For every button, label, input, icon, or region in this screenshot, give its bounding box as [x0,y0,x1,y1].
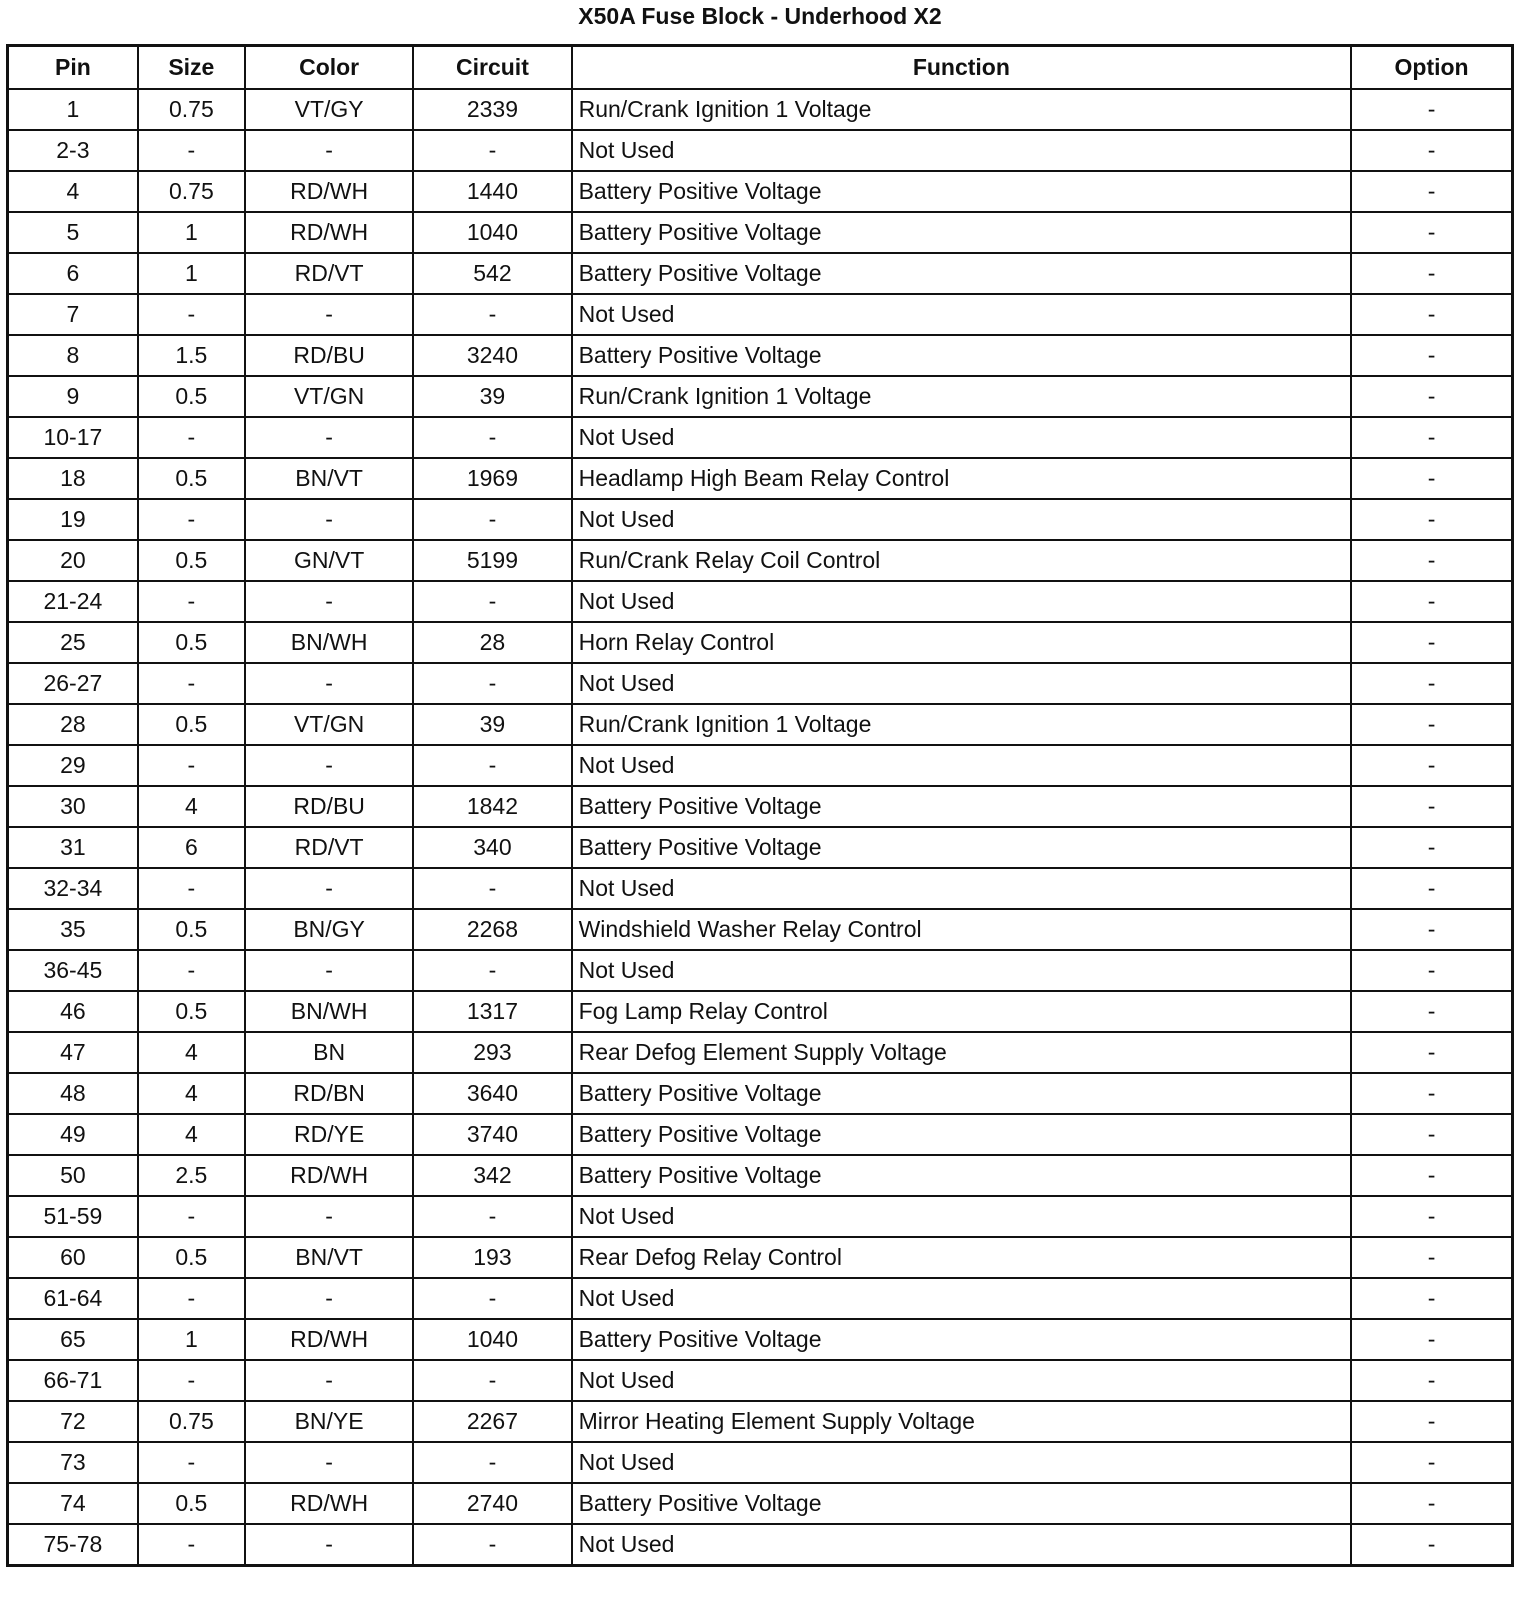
cell-color: BN/YE [245,1401,413,1442]
cell-pin: 35 [8,909,138,950]
cell-circuit: 2267 [413,1401,571,1442]
cell-option: - [1351,622,1512,663]
cell-color: - [245,868,413,909]
cell-function: Battery Positive Voltage [572,1483,1352,1524]
cell-color: RD/WH [245,212,413,253]
cell-function: Mirror Heating Element Supply Voltage [572,1401,1352,1442]
cell-function: Not Used [572,1442,1352,1483]
cell-option: - [1351,1442,1512,1483]
cell-color: BN/VT [245,458,413,499]
table-row [8,130,1513,171]
cell-pin: 51-59 [8,1196,138,1237]
cell-size: - [138,294,245,335]
cell-option: - [1351,253,1512,294]
cell-circuit: - [413,1278,571,1319]
cell-size: - [138,1524,245,1566]
cell-option: - [1351,130,1512,171]
table-row [8,540,1513,581]
cell-color: - [245,1196,413,1237]
cell-color: - [245,581,413,622]
cell-pin: 60 [8,1237,138,1278]
cell-function: Not Used [572,663,1352,704]
cell-option: - [1351,1196,1512,1237]
table-row [8,1114,1513,1155]
cell-color: VT/GY [245,89,413,130]
cell-function: Headlamp High Beam Relay Control [572,458,1352,499]
cell-option: - [1351,1524,1512,1566]
cell-size: - [138,581,245,622]
cell-color: - [245,1360,413,1401]
cell-option: - [1351,1401,1512,1442]
cell-circuit: 3240 [413,335,571,376]
cell-color: - [245,950,413,991]
cell-size: 4 [138,1073,245,1114]
cell-function: Battery Positive Voltage [572,1114,1352,1155]
cell-pin: 65 [8,1319,138,1360]
cell-pin: 6 [8,253,138,294]
table-row [8,1442,1513,1483]
cell-option: - [1351,335,1512,376]
table-row [8,950,1513,991]
cell-circuit: - [413,868,571,909]
cell-pin: 50 [8,1155,138,1196]
cell-pin: 10-17 [8,417,138,458]
cell-size: - [138,663,245,704]
cell-pin: 2-3 [8,130,138,171]
cell-option: - [1351,1319,1512,1360]
cell-function: Run/Crank Ignition 1 Voltage [572,89,1352,130]
table-row [8,376,1513,417]
cell-option: - [1351,1483,1512,1524]
cell-circuit: 3640 [413,1073,571,1114]
cell-pin: 36-45 [8,950,138,991]
cell-circuit: 2740 [413,1483,571,1524]
cell-color: - [245,1524,413,1566]
cell-circuit: 28 [413,622,571,663]
cell-option: - [1351,1278,1512,1319]
cell-pin: 47 [8,1032,138,1073]
cell-circuit: - [413,1360,571,1401]
cell-option: - [1351,212,1512,253]
cell-size: 6 [138,827,245,868]
cell-circuit: 1969 [413,458,571,499]
table-row [8,745,1513,786]
cell-circuit: 340 [413,827,571,868]
cell-color: RD/BU [245,335,413,376]
cell-size: 0.5 [138,1483,245,1524]
table-row [8,868,1513,909]
cell-circuit: 1842 [413,786,571,827]
cell-pin: 32-34 [8,868,138,909]
cell-circuit: 293 [413,1032,571,1073]
cell-option: - [1351,171,1512,212]
cell-function: Battery Positive Voltage [572,212,1352,253]
cell-function: Not Used [572,294,1352,335]
cell-size: 0.5 [138,376,245,417]
table-row [8,1155,1513,1196]
cell-circuit: - [413,745,571,786]
cell-function: Rear Defog Element Supply Voltage [572,1032,1352,1073]
cell-circuit: - [413,1196,571,1237]
cell-option: - [1351,868,1512,909]
cell-size: 1 [138,1319,245,1360]
cell-size: - [138,950,245,991]
cell-color: BN [245,1032,413,1073]
cell-color: - [245,663,413,704]
cell-pin: 46 [8,991,138,1032]
cell-function: Not Used [572,130,1352,171]
cell-size: 1.5 [138,335,245,376]
cell-option: - [1351,581,1512,622]
cell-color: - [245,130,413,171]
cell-size: - [138,417,245,458]
cell-circuit: - [413,950,571,991]
cell-pin: 66-71 [8,1360,138,1401]
cell-option: - [1351,991,1512,1032]
table-row [8,786,1513,827]
cell-size: - [138,1278,245,1319]
cell-function: Battery Positive Voltage [572,786,1352,827]
table-header-row [8,46,1513,90]
cell-pin: 74 [8,1483,138,1524]
cell-color: VT/GN [245,704,413,745]
cell-pin: 29 [8,745,138,786]
cell-size: - [138,499,245,540]
cell-color: RD/WH [245,1483,413,1524]
table-row [8,417,1513,458]
cell-option: - [1351,89,1512,130]
cell-option: - [1351,499,1512,540]
cell-option: - [1351,704,1512,745]
table-row [8,458,1513,499]
cell-function: Not Used [572,950,1352,991]
cell-function: Not Used [572,581,1352,622]
cell-color: BN/VT [245,1237,413,1278]
cell-pin: 5 [8,212,138,253]
pinout-table [6,44,1514,1567]
cell-option: - [1351,1073,1512,1114]
table-row [8,89,1513,130]
cell-circuit: 2268 [413,909,571,950]
cell-option: - [1351,1237,1512,1278]
cell-circuit: 39 [413,376,571,417]
cell-size: - [138,868,245,909]
cell-function: Not Used [572,1278,1352,1319]
cell-size: - [138,1360,245,1401]
cell-option: - [1351,663,1512,704]
cell-color: BN/WH [245,991,413,1032]
table-row [8,171,1513,212]
cell-circuit: 1040 [413,212,571,253]
cell-size: 0.5 [138,458,245,499]
table-row [8,1032,1513,1073]
cell-size: 0.5 [138,622,245,663]
table-row [8,1524,1513,1566]
cell-pin: 18 [8,458,138,499]
table-row [8,1278,1513,1319]
cell-size: 4 [138,1032,245,1073]
cell-color: - [245,1442,413,1483]
cell-color: - [245,294,413,335]
cell-function: Battery Positive Voltage [572,1319,1352,1360]
cell-option: - [1351,376,1512,417]
cell-color: - [245,745,413,786]
cell-size: 0.5 [138,909,245,950]
cell-circuit: - [413,1442,571,1483]
cell-function: Run/Crank Ignition 1 Voltage [572,704,1352,745]
cell-color: GN/VT [245,540,413,581]
cell-size: 0.5 [138,540,245,581]
cell-function: Run/Crank Ignition 1 Voltage [572,376,1352,417]
cell-circuit: - [413,663,571,704]
cell-circuit: - [413,417,571,458]
table-row [8,991,1513,1032]
table-row [8,1483,1513,1524]
table-row [8,1073,1513,1114]
cell-color: - [245,499,413,540]
cell-option: - [1351,1032,1512,1073]
cell-color: RD/VT [245,827,413,868]
cell-size: 0.75 [138,89,245,130]
cell-circuit: 39 [413,704,571,745]
column-header-circuit: Circuit [413,46,571,90]
table-row [8,827,1513,868]
cell-circuit: - [413,499,571,540]
cell-circuit: 2339 [413,89,571,130]
cell-function: Not Used [572,745,1352,786]
cell-color: RD/WH [245,1319,413,1360]
cell-option: - [1351,909,1512,950]
cell-option: - [1351,417,1512,458]
cell-circuit: 542 [413,253,571,294]
cell-option: - [1351,786,1512,827]
cell-size: 4 [138,1114,245,1155]
cell-pin: 4 [8,171,138,212]
cell-pin: 25 [8,622,138,663]
cell-size: 4 [138,786,245,827]
cell-size: - [138,130,245,171]
cell-pin: 48 [8,1073,138,1114]
cell-color: RD/BU [245,786,413,827]
cell-circuit: 342 [413,1155,571,1196]
cell-color: - [245,417,413,458]
cell-color: VT/GN [245,376,413,417]
cell-pin: 26-27 [8,663,138,704]
cell-pin: 31 [8,827,138,868]
cell-pin: 49 [8,1114,138,1155]
cell-circuit: 1040 [413,1319,571,1360]
table-row [8,622,1513,663]
cell-function: Windshield Washer Relay Control [572,909,1352,950]
cell-function: Horn Relay Control [572,622,1352,663]
table-row [8,581,1513,622]
cell-function: Battery Positive Voltage [572,1073,1352,1114]
table-row [8,1360,1513,1401]
cell-color: RD/VT [245,253,413,294]
column-header-size: Size [138,46,245,90]
table-row [8,294,1513,335]
column-header-pin: Pin [8,46,138,90]
cell-size: 1 [138,253,245,294]
cell-function: Battery Positive Voltage [572,1155,1352,1196]
cell-color: RD/YE [245,1114,413,1155]
cell-pin: 73 [8,1442,138,1483]
cell-option: - [1351,458,1512,499]
cell-function: Battery Positive Voltage [572,827,1352,868]
column-header-color: Color [245,46,413,90]
cell-color: RD/WH [245,1155,413,1196]
cell-option: - [1351,745,1512,786]
cell-color: BN/GY [245,909,413,950]
cell-circuit: 1440 [413,171,571,212]
cell-pin: 1 [8,89,138,130]
cell-circuit: - [413,1524,571,1566]
cell-option: - [1351,1360,1512,1401]
cell-size: - [138,1196,245,1237]
cell-option: - [1351,294,1512,335]
cell-function: Not Used [572,417,1352,458]
cell-size: 2.5 [138,1155,245,1196]
cell-color: RD/WH [245,171,413,212]
cell-pin: 20 [8,540,138,581]
cell-function: Rear Defog Relay Control [572,1237,1352,1278]
table-row [8,1401,1513,1442]
cell-pin: 28 [8,704,138,745]
cell-function: Not Used [572,1524,1352,1566]
cell-circuit: 5199 [413,540,571,581]
cell-circuit: 1317 [413,991,571,1032]
table-body [8,89,1513,1566]
table-row [8,1196,1513,1237]
cell-option: - [1351,1114,1512,1155]
cell-size: 0.5 [138,1237,245,1278]
column-header-option: Option [1351,46,1512,90]
cell-circuit: 193 [413,1237,571,1278]
cell-function: Fog Lamp Relay Control [572,991,1352,1032]
cell-option: - [1351,827,1512,868]
cell-circuit: - [413,130,571,171]
cell-pin: 72 [8,1401,138,1442]
cell-option: - [1351,540,1512,581]
cell-size: 0.75 [138,171,245,212]
cell-size: 0.5 [138,704,245,745]
cell-size: 0.75 [138,1401,245,1442]
cell-pin: 21-24 [8,581,138,622]
table-row [8,663,1513,704]
cell-size: - [138,1442,245,1483]
table-row [8,212,1513,253]
cell-function: Not Used [572,1196,1352,1237]
cell-circuit: - [413,294,571,335]
cell-color: BN/WH [245,622,413,663]
cell-color: RD/BN [245,1073,413,1114]
cell-color: - [245,1278,413,1319]
column-header-function: Function [572,46,1352,90]
cell-pin: 8 [8,335,138,376]
cell-function: Not Used [572,868,1352,909]
cell-pin: 75-78 [8,1524,138,1566]
cell-pin: 30 [8,786,138,827]
cell-option: - [1351,1155,1512,1196]
cell-function: Battery Positive Voltage [572,253,1352,294]
cell-function: Not Used [572,1360,1352,1401]
cell-pin: 9 [8,376,138,417]
table-row [8,1237,1513,1278]
cell-function: Battery Positive Voltage [572,171,1352,212]
page-title: X50A Fuse Block - Underhood X2 [578,3,942,29]
table-row [8,499,1513,540]
cell-pin: 7 [8,294,138,335]
cell-function: Run/Crank Relay Coil Control [572,540,1352,581]
cell-function: Not Used [572,499,1352,540]
cell-option: - [1351,950,1512,991]
cell-size: 1 [138,212,245,253]
cell-circuit: 3740 [413,1114,571,1155]
table-row [8,335,1513,376]
table-row [8,1319,1513,1360]
table-row [8,909,1513,950]
table-row [8,253,1513,294]
cell-pin: 61-64 [8,1278,138,1319]
cell-function: Battery Positive Voltage [572,335,1352,376]
table-row [8,704,1513,745]
cell-size: 0.5 [138,991,245,1032]
cell-pin: 19 [8,499,138,540]
cell-circuit: - [413,581,571,622]
cell-size: - [138,745,245,786]
